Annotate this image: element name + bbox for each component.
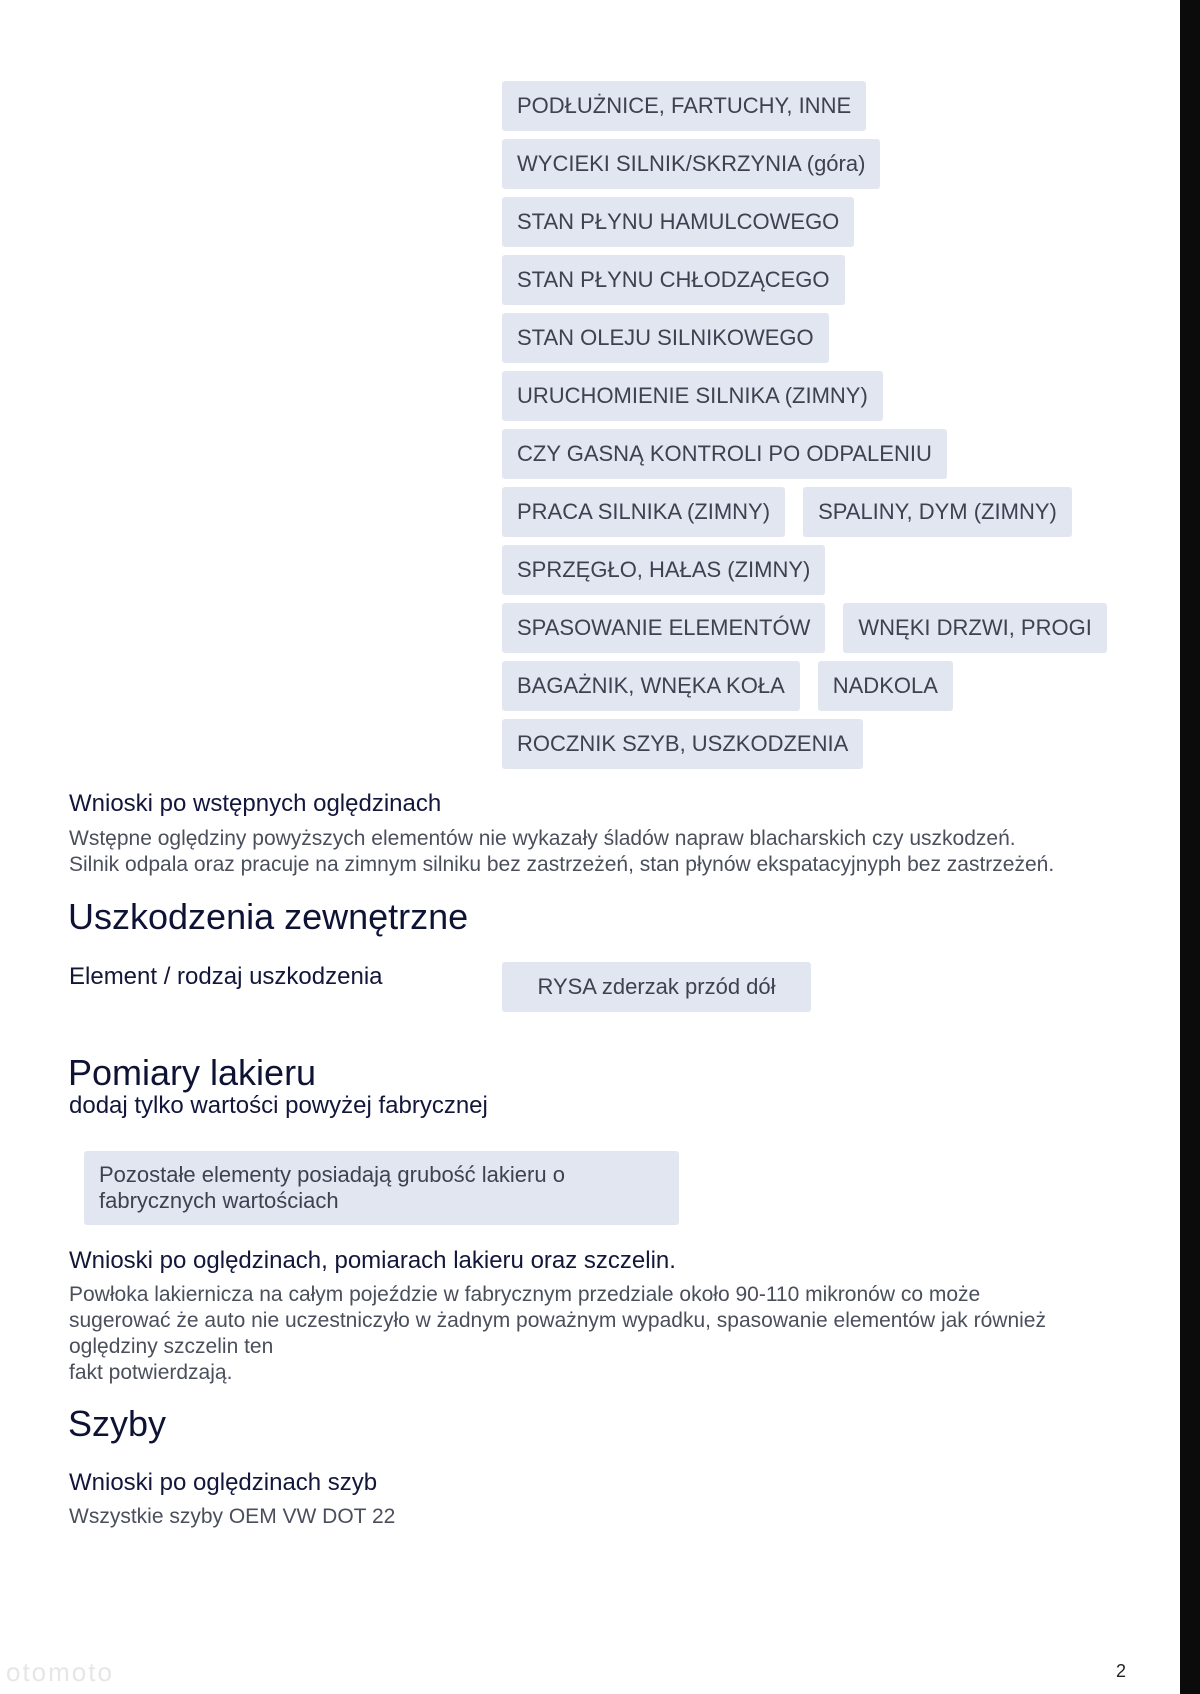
initial-conclusions-label: Wnioski po wstępnych oględzinach <box>69 790 442 817</box>
inspection-tag: WNĘKI DRZWI, PROGI <box>843 603 1106 653</box>
inspection-tag: STAN PŁYNU HAMULCOWEGO <box>502 197 854 247</box>
glass-heading: Szyby <box>68 1403 167 1444</box>
external-damage-heading: Uszkodzenia zewnętrzne <box>68 896 469 937</box>
inspection-tag: WYCIEKI SILNIK/SKRZYNIA (góra) <box>502 139 880 189</box>
inspection-tag: SPRZĘGŁO, HAŁAS (ZIMNY) <box>502 545 825 595</box>
paint-conclusions-line: fakt potwierdzają. <box>69 1361 233 1384</box>
tag-row <box>502 487 1102 537</box>
inspection-tag: SPALINY, DYM (ZIMNY) <box>803 487 1072 537</box>
inspection-tag: PODŁUŻNICE, FARTUCHY, INNE <box>502 81 866 131</box>
inspection-tag: SPASOWANIE ELEMENTÓW <box>502 603 825 653</box>
paint-note-box <box>84 1151 679 1225</box>
watermark-logo: otomoto <box>6 1657 114 1687</box>
inspection-tag: BAGAŻNIK, WNĘKA KOŁA <box>502 661 800 711</box>
tag-row <box>502 545 1102 595</box>
inspection-tag: PRACA SILNIKA (ZIMNY) <box>502 487 785 537</box>
tag-row <box>502 255 1102 305</box>
tag-row <box>502 313 1102 363</box>
tag-row <box>502 603 1102 653</box>
paint-conclusions-label: Wnioski po oględzinach, pomiarach lakieru oraz szczelin. <box>69 1247 676 1274</box>
inspection-tag: STAN OLEJU SILNIKOWEGO <box>502 313 829 363</box>
paint-note-line: Pozostałe elementy posiadają grubość lakieru o <box>99 1162 565 1187</box>
inspection-tag: NADKOLA <box>818 661 953 711</box>
tag-row <box>502 429 1102 479</box>
inspection-tags <box>502 81 1102 777</box>
initial-conclusions-line: Wstępne oględziny powyższych elementów nie wykazały śladów napraw blacharskich czy uszkodzeń. <box>69 827 1016 850</box>
inspection-tag: ROCZNIK SZYB, USZKODZENIA <box>502 719 863 769</box>
glass-conclusions-text: Wszystkie szyby OEM VW DOT 22 <box>69 1505 396 1528</box>
paint-subheading: dodaj tylko wartości powyżej fabrycznej <box>69 1092 488 1119</box>
paint-conclusions-line: Powłoka lakiernicza na całym pojeździe w fabrycznym przedziale około 90-110 mikronów co może <box>69 1283 981 1306</box>
initial-conclusions-text <box>69 826 1169 878</box>
page-number: 2 <box>1116 1661 1127 1681</box>
inspection-tag: URUCHOMIENIE SILNIKA (ZIMNY) <box>502 371 883 421</box>
paint-note-line: fabrycznych wartościach <box>99 1188 339 1213</box>
glass-conclusions-label: Wnioski po oględzinach szyb <box>69 1469 378 1496</box>
paint-conclusions-line: sugerować że auto nie uczestniczyło w żadnym poważnym wypadku, spasowanie elementów jak również <box>69 1309 1046 1332</box>
paint-conclusions-line: oględziny szczelin ten <box>69 1335 274 1358</box>
damage-element-label: Element / rodzaj uszkodzenia <box>69 963 383 990</box>
inspection-tag: STAN PŁYNU CHŁODZĄCEGO <box>502 255 845 305</box>
tag-row <box>502 81 1102 131</box>
paint-conclusions-text <box>69 1282 1169 1386</box>
tag-row <box>502 197 1102 247</box>
tag-row <box>502 139 1102 189</box>
initial-conclusions-line: Silnik odpala oraz pracuje na zimnym silniku bez zastrzeżeń, stan płynów ekspatacyjnyph bez zastrzeżeń. <box>69 853 1055 876</box>
inspection-tag: CZY GASNĄ KONTROLI PO ODPALENIU <box>502 429 947 479</box>
tag-row <box>502 371 1102 421</box>
tag-row <box>502 661 1102 711</box>
paint-measurements-heading: Pomiary lakieru <box>68 1052 317 1093</box>
right-edge-strip <box>1180 0 1200 1694</box>
tag-row <box>502 719 1102 769</box>
damage-value-box: RYSA zderzak przód dół <box>502 962 811 1012</box>
